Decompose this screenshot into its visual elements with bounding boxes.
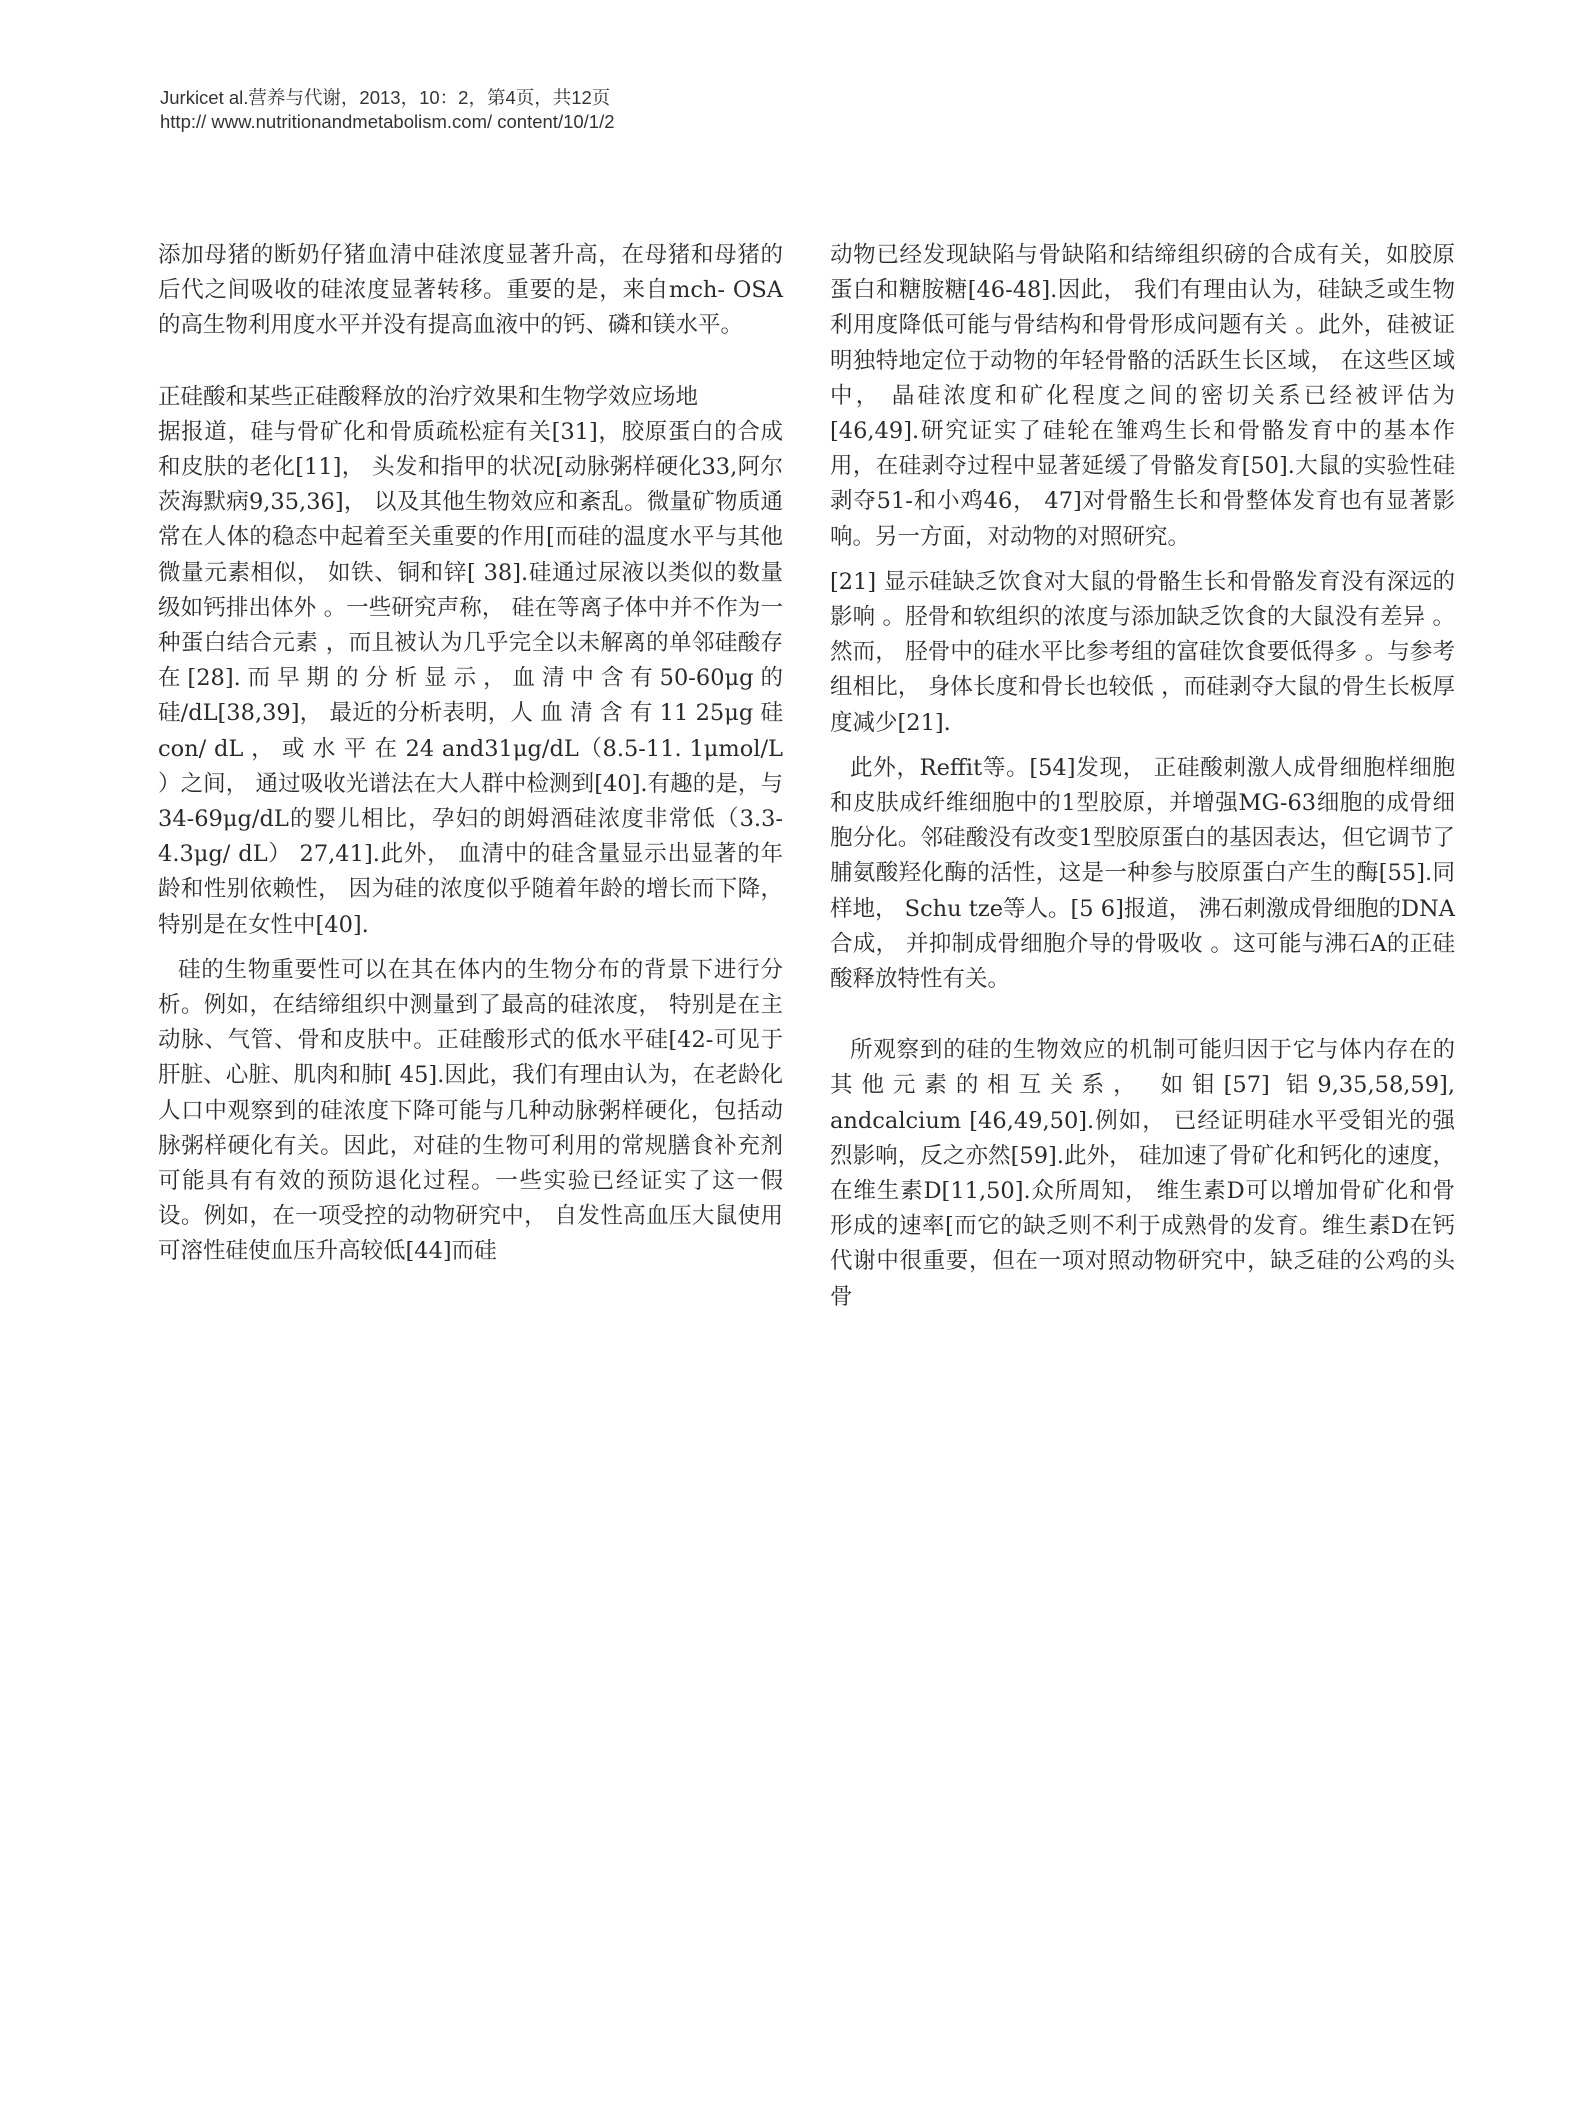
right-column <box>830 238 1455 1315</box>
article-url[interactable]: http:// www.nutritionandmetabolism.com/ content/10/1/2 <box>160 111 615 132</box>
right-paragraph-4: 所观察到的硅的生物效应的机制可能归因于它与体内存在的其他元素的相互关系， 如钼[57] 铝9,35,58,59], andcalcium [46,49,50].例如， 已经证明硅水平受钼光的强烈影响，反之亦然[59].此外， 硅加速了骨矿化和钙化的速度， 在维生素D[11,50].众所周知， 维生素D可以增加骨矿化和骨形成的速率[而它的缺乏则不利于成熟骨的发育。维生素D在钙代谢中很重要，但在一项对照动物研究中，缺乏硅的公鸡的头骨 <box>830 1037 1455 1310</box>
section-heading: 正硅酸和某些正硅酸释放的治疗效果和生物学效应场地 <box>158 383 699 410</box>
right-paragraph-3: 此外，Reffit等。[54]发现， 正硅酸刺激人成骨细胞样细胞和皮肤成纤维细胞中的1型胶原，并增强MG-63细胞的成骨细胞分化。邻硅酸没有改变1型胶原蛋白的基因表达，但它调节了脯氨酸羟化酶的活性，这是一种参与胶原蛋白产生的酶[55].同样地， Schu tze等人。[5 6]报道， 沸石刺激成骨细胞的DNA合成， 并抑制成骨细胞介导的骨吸收 。这可能与沸石A的正硅酸释放特性有关。 <box>830 754 1455 993</box>
right-paragraph-1: 动物已经发现缺陷与骨缺陷和结缔组织磅的合成有关，如胶原蛋白和糖胺糖[46-48].因此， 我们有理由认为，硅缺乏或生物利用度降低可能与骨结构和骨骨形成问题有关 。此外，硅被证明独特地定位于动物的年轻骨骼的活跃生长区域， 在这些区域中， 晶硅浓度和矿化程度之间的密切关系已经被评估为[46,49].研究证实了硅轮在雏鸡生长和骨骼发育中的基本作用，在硅剥夺过程中显著延缓了骨骼发育[50].大鼠的实验性硅剥夺51-和小鸡46， 47]对骨骼生长和骨整体发育也有显著影响。另一方面，对动物的对照研究。 <box>830 242 1455 550</box>
left-paragraph-3: 硅的生物重要性可以在其在体内的生物分布的背景下进行分析。例如，在结缔组织中测量到了最高的硅浓度， 特别是在主动脉、气管、骨和皮肤中。正硅酸形式的低水平硅[42-可见于肝脏、心脏、肌肉和肺[ 45].因此，我们有理由认为，在老龄化人口中观察到的硅浓度下降可能与几种动脉粥样硬化，包括动脉粥样硬化有关。因此，对硅的生物可利用的常规膳食补充剂可能具有有效的预防退化过程。一些实验已经证实了这一假设。例如，在一项受控的动物研究中， 自发性高血压大鼠使用可溶性硅使血压升高较低[44]而硅 <box>158 956 783 1265</box>
left-column <box>158 238 783 1270</box>
left-paragraph-1: 添加母猪的断奶仔猪血清中硅浓度显著升高，在母猪和母猪的后代之间吸收的硅浓度显著转移。重要的是，来自mch- OSA的高生物利用度水平并没有提高血液中的钙、磷和镁水平。 <box>158 242 783 339</box>
left-paragraph-2: 据报道，硅与骨矿化和骨质疏松症有关[31]，胶原蛋白的合成和皮肤的老化[11]， 头发和指甲的状况[动脉粥样硬化33,阿尔茨海默病9,35,36]， 以及其他生物效应和紊乱。微量矿物质通常在人体的稳态中起着至关重要的作用[而硅的温度水平与其他微量元素相似， 如铁、铜和锌[ 38].硅通过尿液以类似的数量级如钙排出体外 。一些研究声称， 硅在等离子体中并不作为一种蛋白结合元素 ，而且被认为几乎完全以未解离的单邻硅酸存在[28].而早期的分析显示，血清中含有50-60μg的硅/dL[38,39]， 最近的分析表明，人 血 清 含 有 11 25μg 硅 con/ dL ， 或 水 平 在 24 and31μg/dL（8.5-11. 1μmol/L ）之间， 通过吸收光谱法在大人群中检测到[40].有趣的是，与34-69μg/dL的婴儿相比，孕妇的朗姆酒硅浓度非常低（3.3-4.3μg/ dL） 27,41].此外， 血清中的硅含量显示出显著的年龄和性别依赖性， 因为硅的浓度似乎随着年龄的增长而下降， 特别是在女性中[40]. <box>158 418 783 938</box>
right-paragraph-2: [21] 显示硅缺乏饮食对大鼠的骨骼生长和骨骼发育没有深远的影响 。胫骨和软组织的浓度与添加缺乏饮食的大鼠没有差异 。然而， 胫骨中的硅水平比参考组的富硅饮食要低得多 。与参考组相比， 身体长度和骨长也较低 ，而硅剥夺大鼠的骨生长板厚度减少[21]. <box>830 568 1455 736</box>
citation-line: Jurkicet al.营养与代谢，2013，10：2，第4页，共12页 <box>160 87 611 108</box>
page-header <box>160 86 960 134</box>
